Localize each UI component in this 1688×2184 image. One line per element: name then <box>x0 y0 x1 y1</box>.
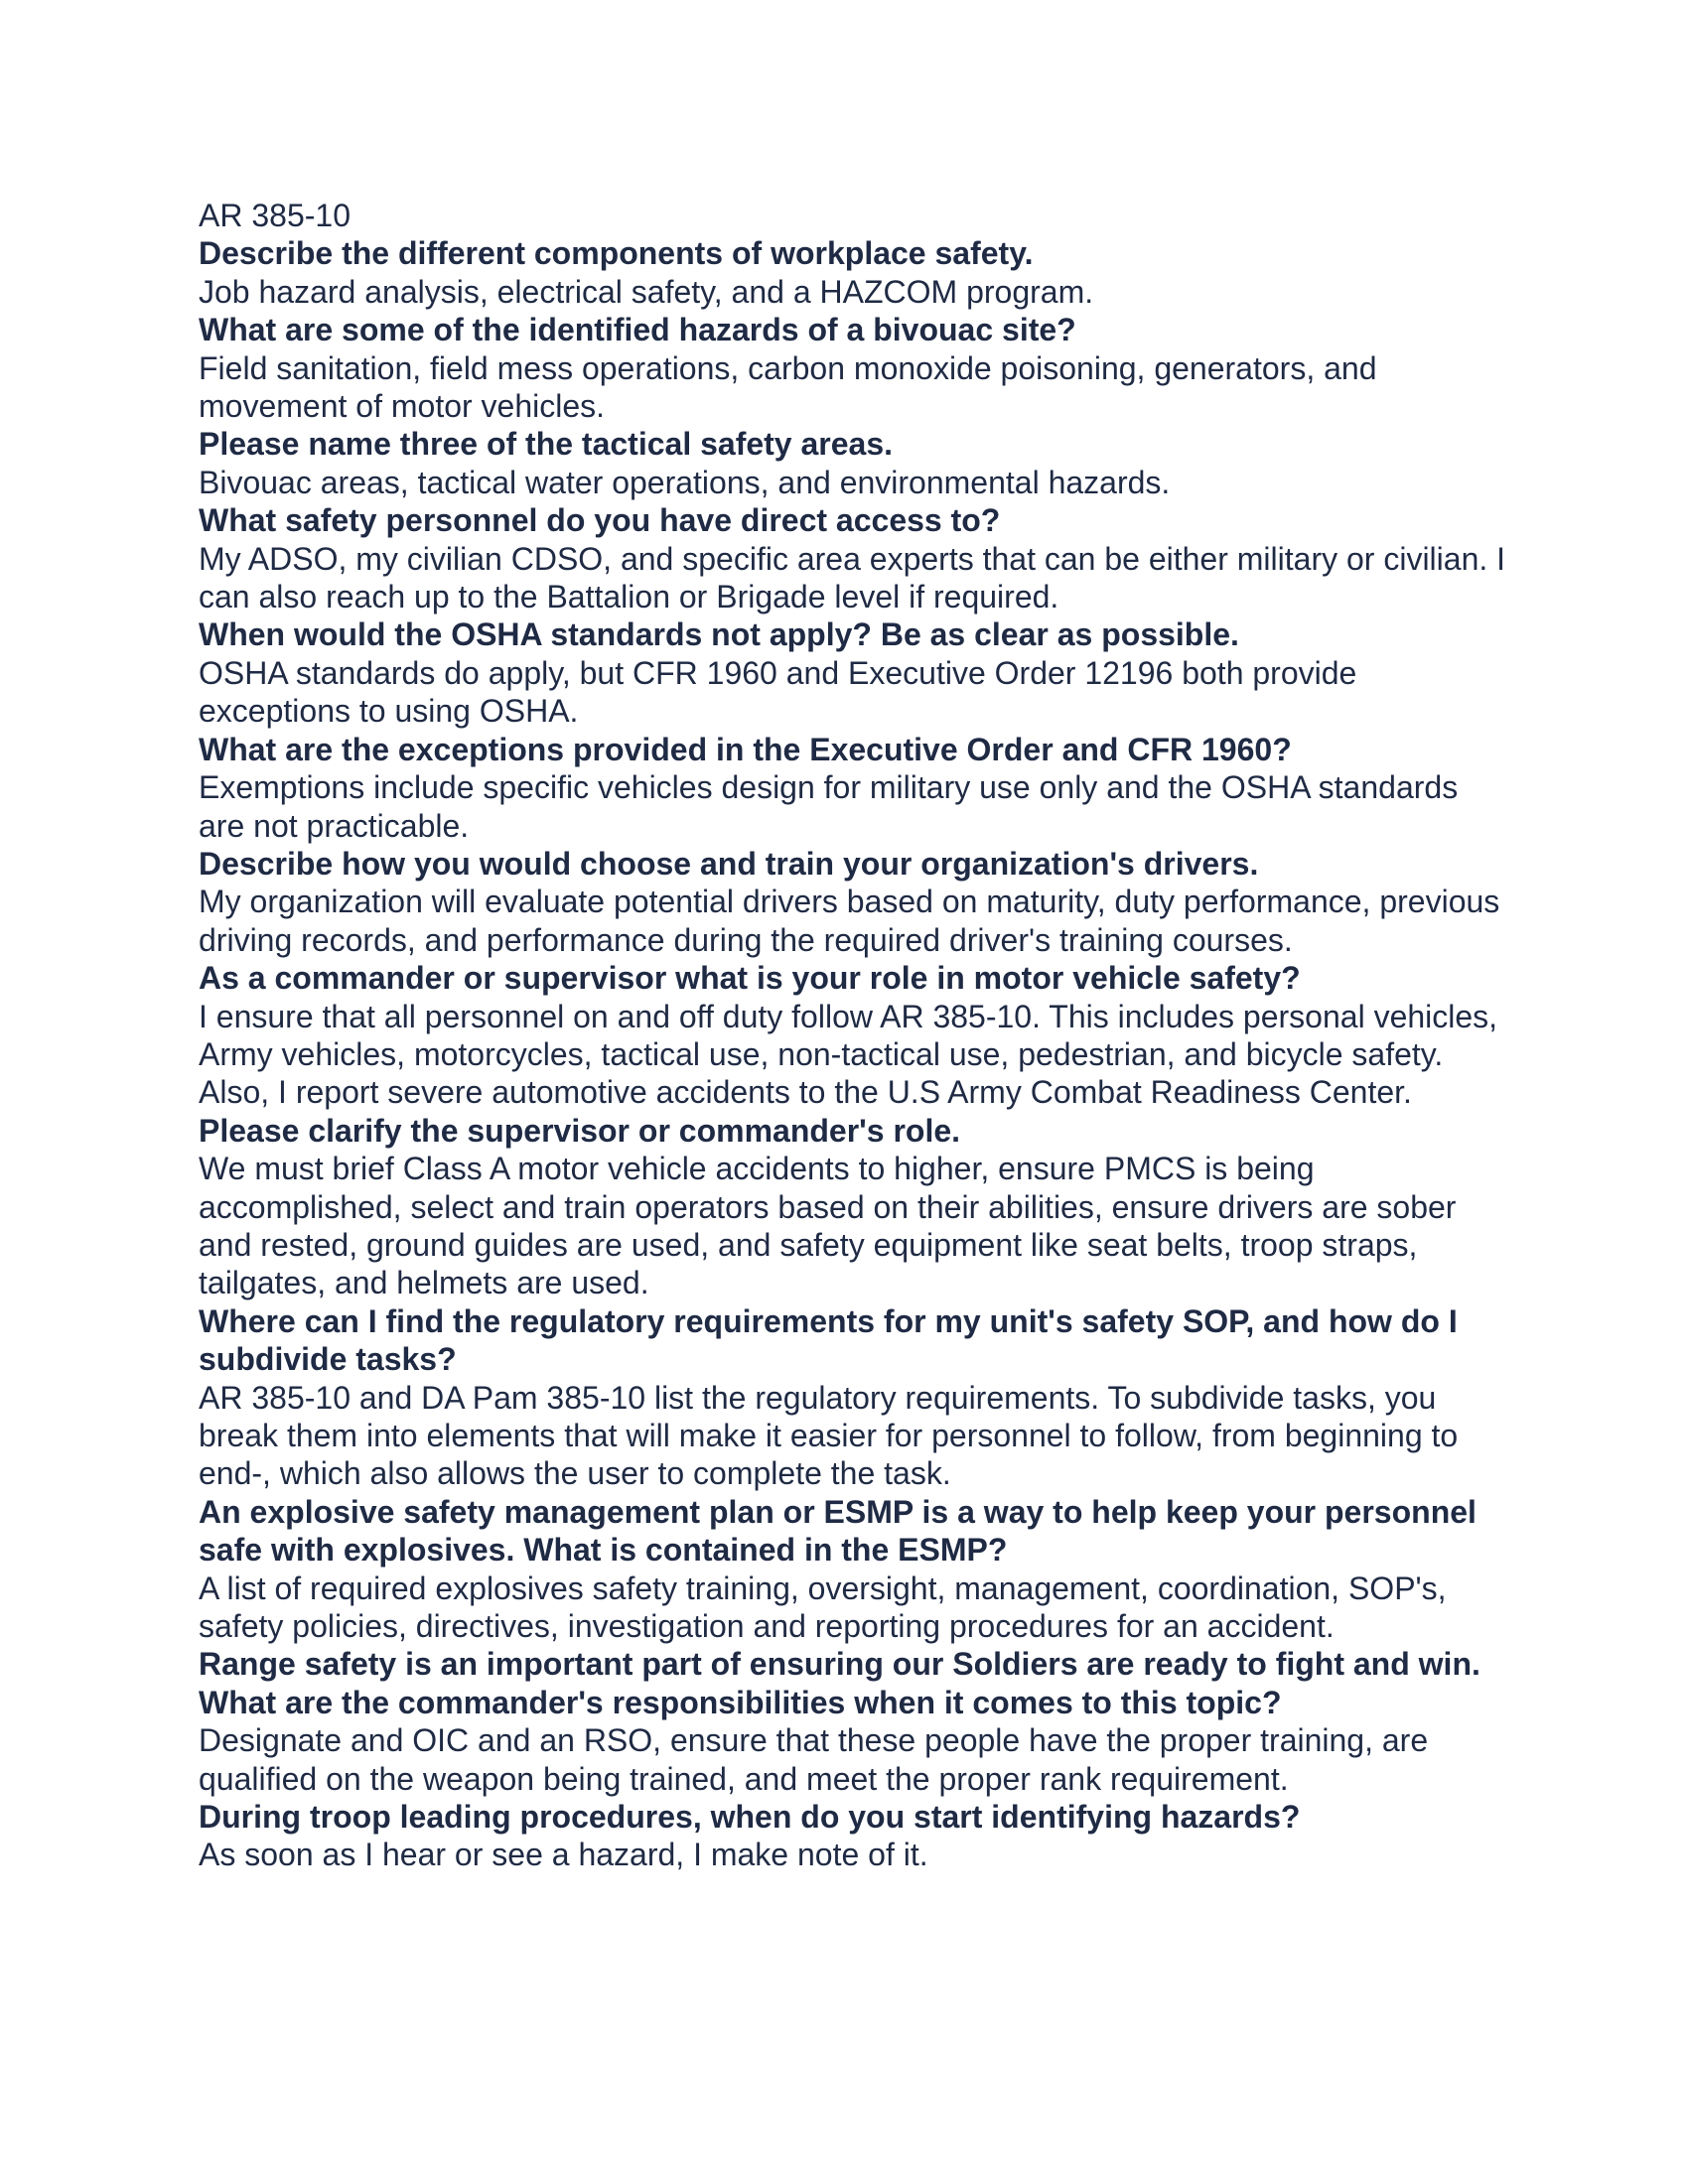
answer-13: As soon as I hear or see a hazard, I make note of it. <box>199 1837 928 1873</box>
question-11: An explosive safety management plan or ESMP is a way to help keep your personnel safe with explosives. What is contained in the ESMP? <box>199 1493 1477 1569</box>
question-7: Describe how you would choose and train your organization's drivers. <box>199 845 1259 882</box>
qa-item-11 <box>199 1493 1509 1646</box>
qa-item-3 <box>199 425 1509 501</box>
answer-5: OSHA standards do apply, but CFR 1960 and Executive Order 12196 both provide exceptions to using OSHA. <box>199 654 1357 730</box>
answer-1: Job hazard analysis, electrical safety, and a HAZCOM program. <box>199 273 1094 310</box>
qa-item-13 <box>199 1798 1509 1874</box>
question-6: What are the exceptions provided in the Executive Order and CFR 1960? <box>199 731 1292 767</box>
document-page <box>199 197 1509 1874</box>
question-13: During troop leading procedures, when do you start identifying hazards? <box>199 1799 1301 1836</box>
qa-item-8 <box>199 959 1509 1112</box>
qa-item-6 <box>199 731 1509 845</box>
answer-10: AR 385-10 and DA Pam 385-10 list the regulatory requirements. To subdivide tasks, you break them into elements that will make it easier for personnel to follow, from beginning to end-, which also allows the user to complete the task. <box>199 1379 1459 1492</box>
question-1: Describe the different components of workplace safety. <box>199 235 1034 272</box>
question-12: Range safety is an important part of ensuring our Soldiers are ready to fight and win. What are the commander's responsibilities when it comes to this topic? <box>199 1646 1480 1720</box>
question-2: What are some of the identified hazards of a bivouac site? <box>199 312 1076 348</box>
answer-7: My organization will evaluate potential drivers based on maturity, duty performance, previous driving records, and performance during the required driver's training courses. <box>199 884 1500 958</box>
answer-9: We must brief Class A motor vehicle accidents to higher, ensure PMCS is being accomplished, select and train operators based on their abilities, ensure drivers are sober and rested, ground guides are used, and safety equipment like seat belts, troop straps, tailgates, and helmets are used. <box>199 1151 1457 1301</box>
qa-item-10 <box>199 1302 1509 1493</box>
qa-item-1 <box>199 234 1509 311</box>
document-heading: AR 385-10 <box>199 198 351 233</box>
qa-item-4 <box>199 501 1509 615</box>
answer-11: A list of required explosives safety training, oversight, management, coordination, SOP's, safety policies, directives, investigation and reporting procedures for an accident. <box>199 1570 1447 1645</box>
question-8: As a commander or supervisor what is your role in motor vehicle safety? <box>199 960 1301 997</box>
question-9: Please clarify the supervisor or commander's role. <box>199 1112 961 1149</box>
answer-2: Field sanitation, field mess operations, carbon monoxide poisoning, generators, and movement of motor vehicles. <box>199 349 1377 425</box>
question-5: When would the OSHA standards not apply? Be as clear as possible. <box>199 616 1239 653</box>
qa-item-2 <box>199 311 1509 425</box>
answer-6: Exemptions include specific vehicles design for military use only and the OSHA standards are not practicable. <box>199 769 1459 844</box>
qa-item-12 <box>199 1645 1509 1798</box>
qa-item-5 <box>199 615 1509 730</box>
answer-3: Bivouac areas, tactical water operations, and environmental hazards. <box>199 464 1171 500</box>
qa-item-7 <box>199 845 1509 959</box>
question-3: Please name three of the tactical safety areas. <box>199 426 894 463</box>
answer-12: Designate and OIC and an RSO, ensure that these people have the proper training, are qualified on the weapon being trained, and meet the proper rank requirement. <box>199 1722 1429 1797</box>
answer-8: I ensure that all personnel on and off duty follow AR 385-10. This includes personal vehicles, Army vehicles, motorcycles, tactical use, non-tactical use, pedestrian, and bicycle safety. Also, I report severe automotive accidents to the U.S Army Combat Readiness Center. <box>199 998 1498 1111</box>
answer-4: My ADSO, my civilian CDSO, and specific area experts that can be either military or civilian. I can also reach up to the Battalion or Brigade level if required. <box>199 540 1506 615</box>
question-10: Where can I find the regulatory requirements for my unit's safety SOP, and how do I subdivide tasks? <box>199 1302 1458 1378</box>
qa-item-9 <box>199 1112 1509 1302</box>
question-4: What safety personnel do you have direct access to? <box>199 502 1001 539</box>
